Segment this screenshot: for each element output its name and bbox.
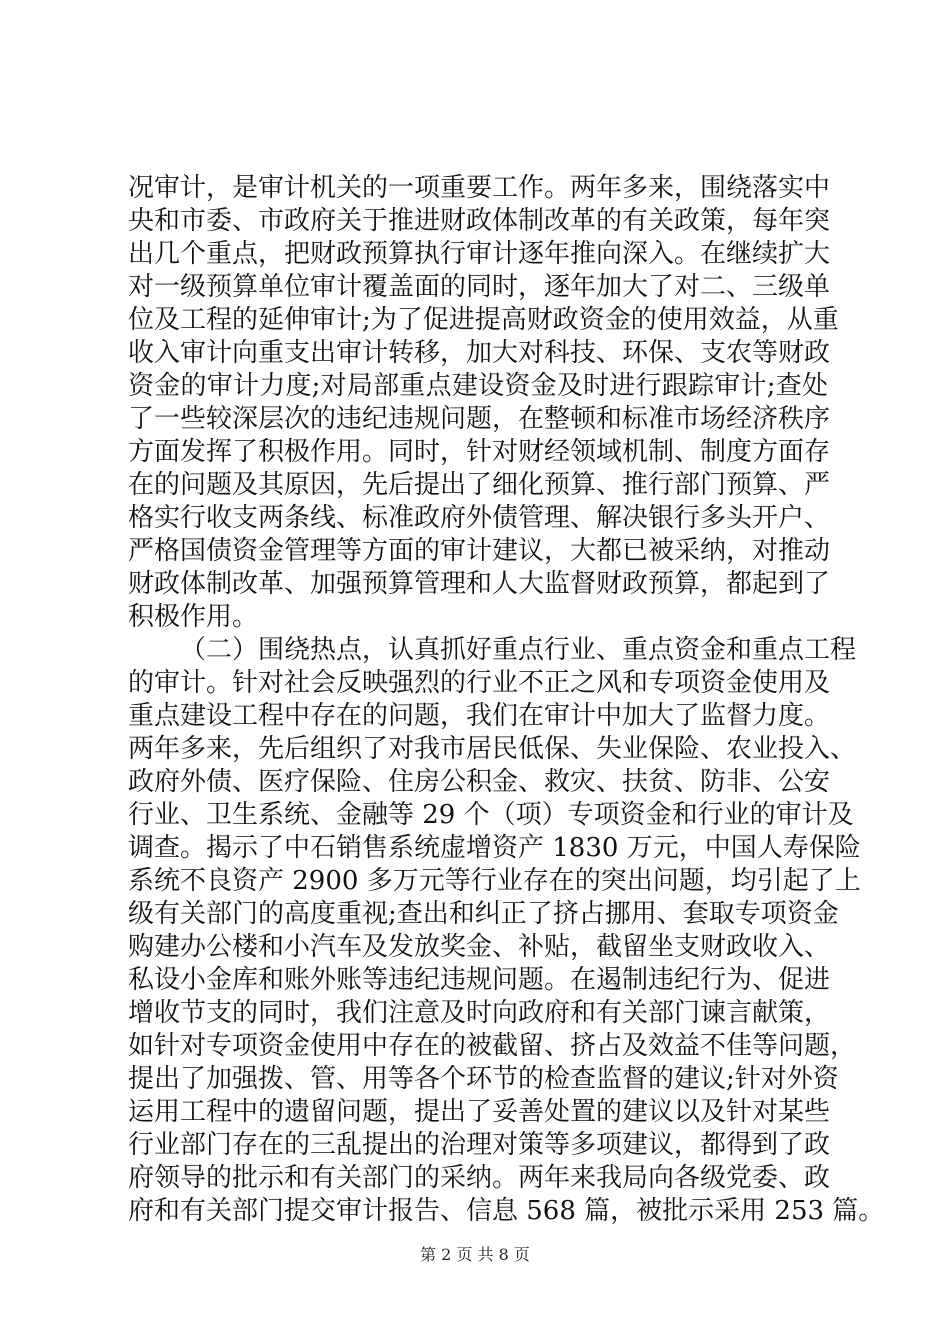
text-line: 位及工程的延伸审计;为了促进提高财政资金的使用效益，从重 — [128, 305, 839, 335]
text-line: 如针对专项资金使用中存在的被截留、挤占及效益不佳等问题， — [128, 1031, 857, 1061]
text-line: 格实行收支两条线、标准政府外债管理、解决银行多头开户、 — [128, 503, 831, 533]
text-line: 出几个重点，把财政预算执行审计逐年推向深入。在继续扩大 — [128, 239, 831, 269]
page-footer: 第 2 页 共 8 页 — [420, 1245, 530, 1264]
text-line: 央和市委、市政府关于推进财政体制改革的有关政策，每年突 — [128, 206, 831, 236]
text-line: 财政体制改革、加强预算管理和人大监督财政预算，都起到了 — [128, 569, 831, 599]
text-line: 资金的审计力度;对局部重点建设资金及时进行跟踪审计;查处 — [128, 371, 828, 401]
text-line: 积极作用。 — [128, 602, 259, 632]
text-line: 府领导的批示和有关部门的采纳。两年来我局向各级党委、政 — [128, 1163, 831, 1193]
text-line: 购建办公楼和小汽车及发放奖金、补贴，截留坐支财政收入、 — [128, 932, 831, 962]
text-line: 级有关部门的高度重视;查出和纠正了挤占挪用、套取专项资金 — [128, 899, 839, 929]
text-line: 系统不良资产 2900 多万元等行业存在的突出问题，均引起了上 — [128, 866, 861, 896]
text-line: 运用工程中的遗留问题，提出了妥善处置的建议以及针对某些 — [128, 1097, 831, 1127]
text-line: 对一级预算单位审计覆盖面的同时，逐年加大了对二、三级单 — [128, 272, 831, 302]
text-line: 收入审计向重支出审计转移，加大对科技、环保、支农等财政 — [128, 338, 831, 368]
text-line: 政府外债、医疗保险、住房公积金、救灾、扶贫、防非、公安 — [128, 767, 831, 797]
text-line: 调查。揭示了中石销售系统虚增资产 1830 万元，中国人寿保险 — [128, 833, 861, 863]
text-line: 在的问题及其原因，先后提出了细化预算、推行部门预算、严 — [128, 470, 831, 500]
text-line: 私设小金库和账外账等违纪违规问题。在遏制违纪行为、促进 — [128, 965, 831, 995]
paragraph-1 — [128, 172, 839, 634]
text-line: 府和有关部门提交审计报告、信息 568 篇，被批示采用 253 篇。 — [128, 1196, 885, 1226]
text-line: 增收节支的同时，我们注意及时向政府和有关部门谏言献策， — [128, 998, 831, 1028]
text-line: （二）围绕热点，认真抓好重点行业、重点资金和重点工程 — [180, 635, 857, 665]
text-line: 提出了加强拨、管、用等各个环节的检查监督的建议;针对外资 — [128, 1064, 839, 1094]
text-line: 行业、卫生系统、金融等 29 个（项）专项资金和行业的审计及 — [128, 800, 854, 830]
text-line: 重点建设工程中存在的问题，我们在审计中加大了监督力度。 — [128, 701, 831, 731]
paragraph-2 — [128, 634, 885, 1228]
text-line: 严格国债资金管理等方面的审计建议，大都已被采纳，对推动 — [128, 536, 831, 566]
text-line: 两年多来，先后组织了对我市居民低保、失业保险、农业投入、 — [128, 734, 857, 764]
document-body — [128, 172, 885, 1228]
text-line: 的审计。针对社会反映强烈的行业不正之风和专项资金使用及 — [128, 668, 831, 698]
text-line: 方面发挥了积极作用。同时，针对财经领域机制、制度方面存 — [128, 437, 831, 467]
text-line: 行业部门存在的三乱提出的治理对策等多项建议，都得到了政 — [128, 1130, 831, 1160]
text-line: 况审计，是审计机关的一项重要工作。两年多来，围绕落实中 — [128, 173, 831, 203]
text-line: 了一些较深层次的违纪违规问题，在整顿和标准市场经济秩序 — [128, 404, 831, 434]
